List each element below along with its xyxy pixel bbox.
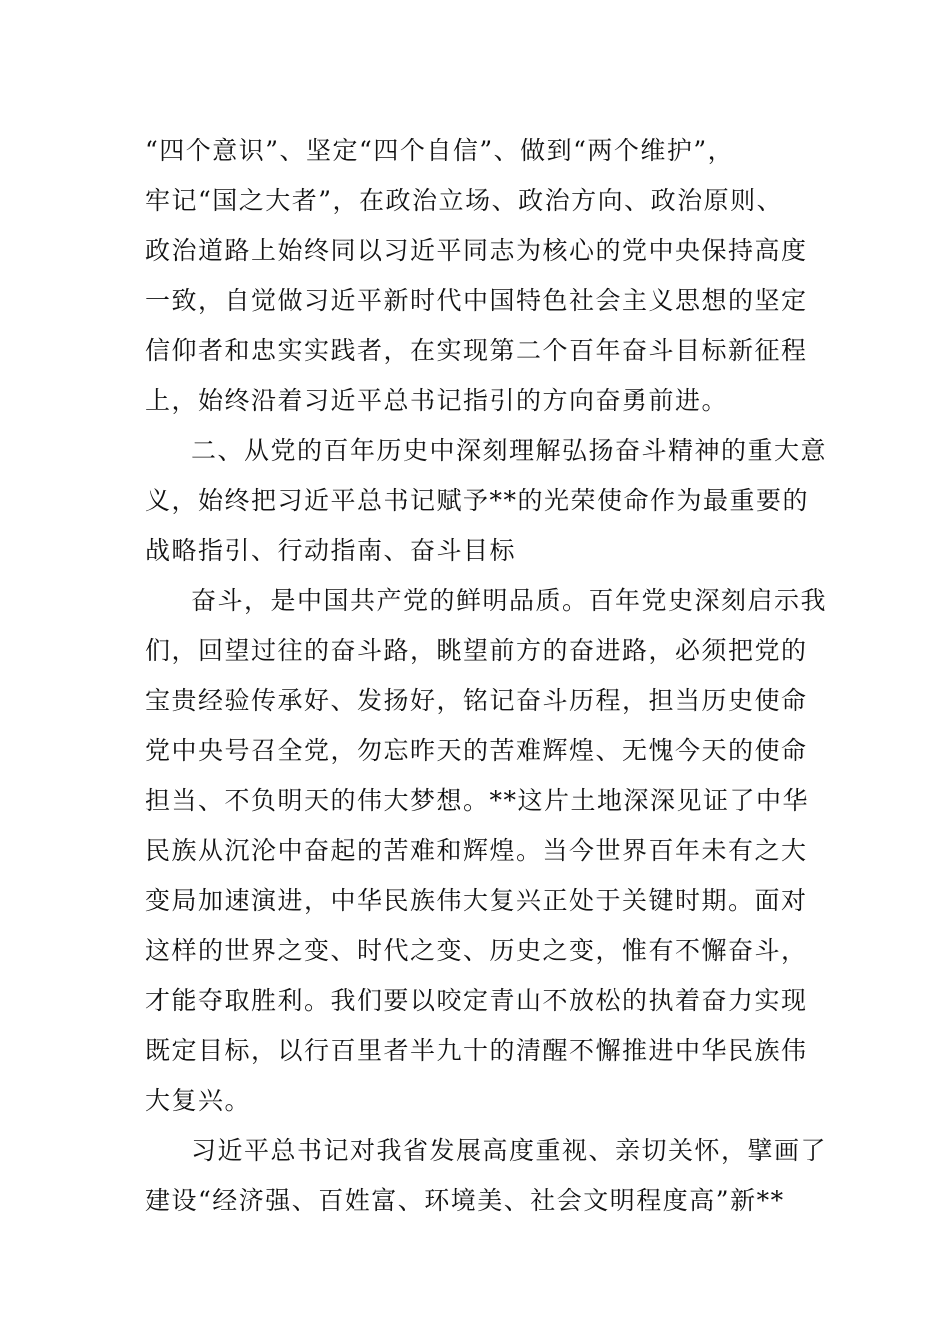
- section-heading-line: 二、从党的百年历史中深刻理解弘扬奋斗精神的重大意: [191, 436, 828, 465]
- text-line: 牢记“国之大者”，在政治立场、政治方向、政治原则、: [145, 186, 784, 215]
- text-line: 宝贵经验传承好、发扬好，铭记奋斗历程，担当历史使命: [145, 686, 808, 715]
- text-line: 政治道路上始终同以习近平同志为核心的党中央保持高度: [145, 236, 808, 265]
- text-line: 这样的世界之变、时代之变、历史之变，惟有不懈奋斗，: [145, 936, 808, 965]
- text-line: 民族从沉沦中奋起的苦难和辉煌。当今世界百年未有之大: [145, 836, 808, 865]
- text-line: 既定目标，以行百里者半九十的清醒不懈推进中华民族伟: [145, 1036, 808, 1065]
- text-line: 大复兴。: [145, 1086, 252, 1115]
- text-line: 党中央号召全党，勿忘昨天的苦难辉煌、无愧今天的使命: [145, 736, 808, 765]
- section-heading-line: 义，始终把习近平总书记赋予**的光荣使命作为最重要的: [145, 486, 810, 515]
- text-line: 上，始终沿着习近平总书记指引的方向奋勇前进。: [145, 386, 729, 415]
- text-line: “四个意识”、坚定“四个自信”、做到“两个维护”，: [145, 136, 735, 165]
- text-line: 变局加速演进，中华民族伟大复兴正处于关键时期。面对: [145, 886, 808, 915]
- text-line: 担当、不负明天的伟大梦想。**这片土地深深见证了中华: [145, 786, 810, 815]
- text-line: 一致，自觉做习近平新时代中国特色社会主义思想的坚定: [145, 286, 808, 315]
- text-line: 习近平总书记对我省发展高度重视、亲切关怀，擘画了: [191, 1136, 828, 1165]
- text-line: 才能夺取胜利。我们要以咬定青山不放松的执着奋力实现: [145, 986, 808, 1015]
- text-line: 们，回望过往的奋斗路，眺望前方的奋进路，必须把党的: [145, 636, 808, 665]
- text-line: 信仰者和忠实实践者，在实现第二个百年奋斗目标新征程: [145, 336, 808, 365]
- text-line: 建设“经济强、百姓富、环境美、社会文明程度高”新**: [145, 1186, 785, 1215]
- section-heading-line: 战略指引、行动指南、奋斗目标: [145, 536, 517, 565]
- text-line: 奋斗，是中国共产党的鲜明品质。百年党史深刻启示我: [191, 586, 828, 615]
